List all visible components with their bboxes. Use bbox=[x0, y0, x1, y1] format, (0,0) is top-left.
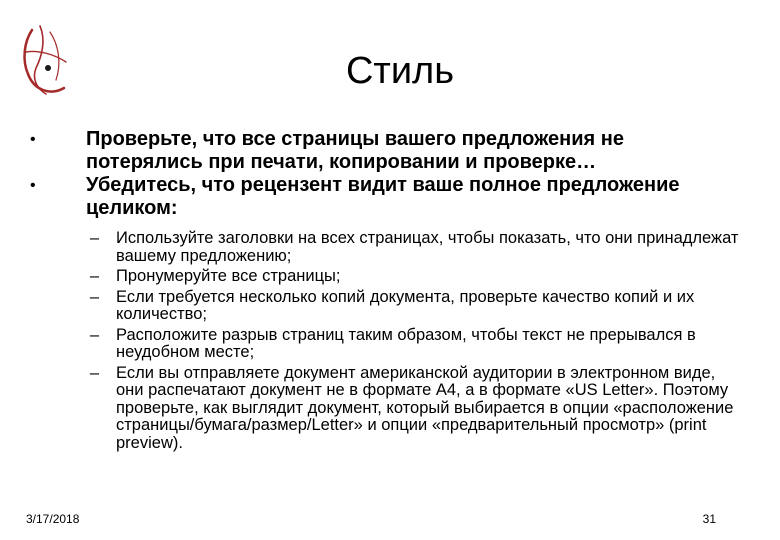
dash-marker: – bbox=[89, 229, 99, 247]
page-number: 31 bbox=[702, 512, 716, 526]
sub-bullet-item bbox=[30, 327, 750, 362]
sub-bullet-item bbox=[30, 289, 750, 324]
bullet-item bbox=[30, 128, 750, 174]
sub-bullet-item bbox=[30, 268, 750, 286]
sub-bullet-item bbox=[30, 365, 750, 453]
sub-bullet-text: Пронумеруйте все страницы; bbox=[116, 267, 341, 285]
bullet-list bbox=[30, 128, 750, 220]
dash-marker: – bbox=[89, 363, 99, 382]
sub-bullet-text: Расположите разрыв страниц таким образом, чтобы текст не прерывался в неудобном месте; bbox=[116, 325, 696, 361]
sub-bullet-text: Если вы отправляете документ американской аудитории в электронном виде, они распечатают документ не в формате А4, а в формате «US Letter». Поэтому проверьте, как выглядит документ, который выбирается в опции «расположение страницы/бумага/размер/Letter» и опции «предварительный просмотр» (print preview). bbox=[116, 363, 734, 452]
bullet-text: Убедитесь, что рецензент видит ваше полное предложение целиком: bbox=[86, 174, 680, 219]
bullet-marker: • bbox=[30, 177, 36, 194]
slide-content bbox=[30, 128, 750, 455]
footer-date: 3/17/2018 bbox=[26, 512, 80, 526]
sub-bullet-text: Используйте заголовки на всех страницах, чтобы показать, что они принадлежат вашему предложению; bbox=[116, 229, 739, 265]
sub-bullet-item bbox=[30, 230, 750, 265]
sub-bullet-text: Если требуется несколько копий документа, проверьте качество копий и их количество; bbox=[116, 287, 695, 323]
bullet-marker: • bbox=[30, 131, 36, 148]
dash-marker: – bbox=[89, 287, 99, 306]
slide-title: Стиль bbox=[345, 50, 455, 92]
dash-marker: – bbox=[89, 325, 99, 344]
bullet-text: Проверьте, что все страницы вашего предложения не потерялись при печати, копировании и проверке… bbox=[86, 128, 624, 173]
sub-bullet-list bbox=[30, 230, 750, 452]
bullet-item bbox=[30, 174, 750, 220]
dash-marker: – bbox=[89, 267, 99, 285]
